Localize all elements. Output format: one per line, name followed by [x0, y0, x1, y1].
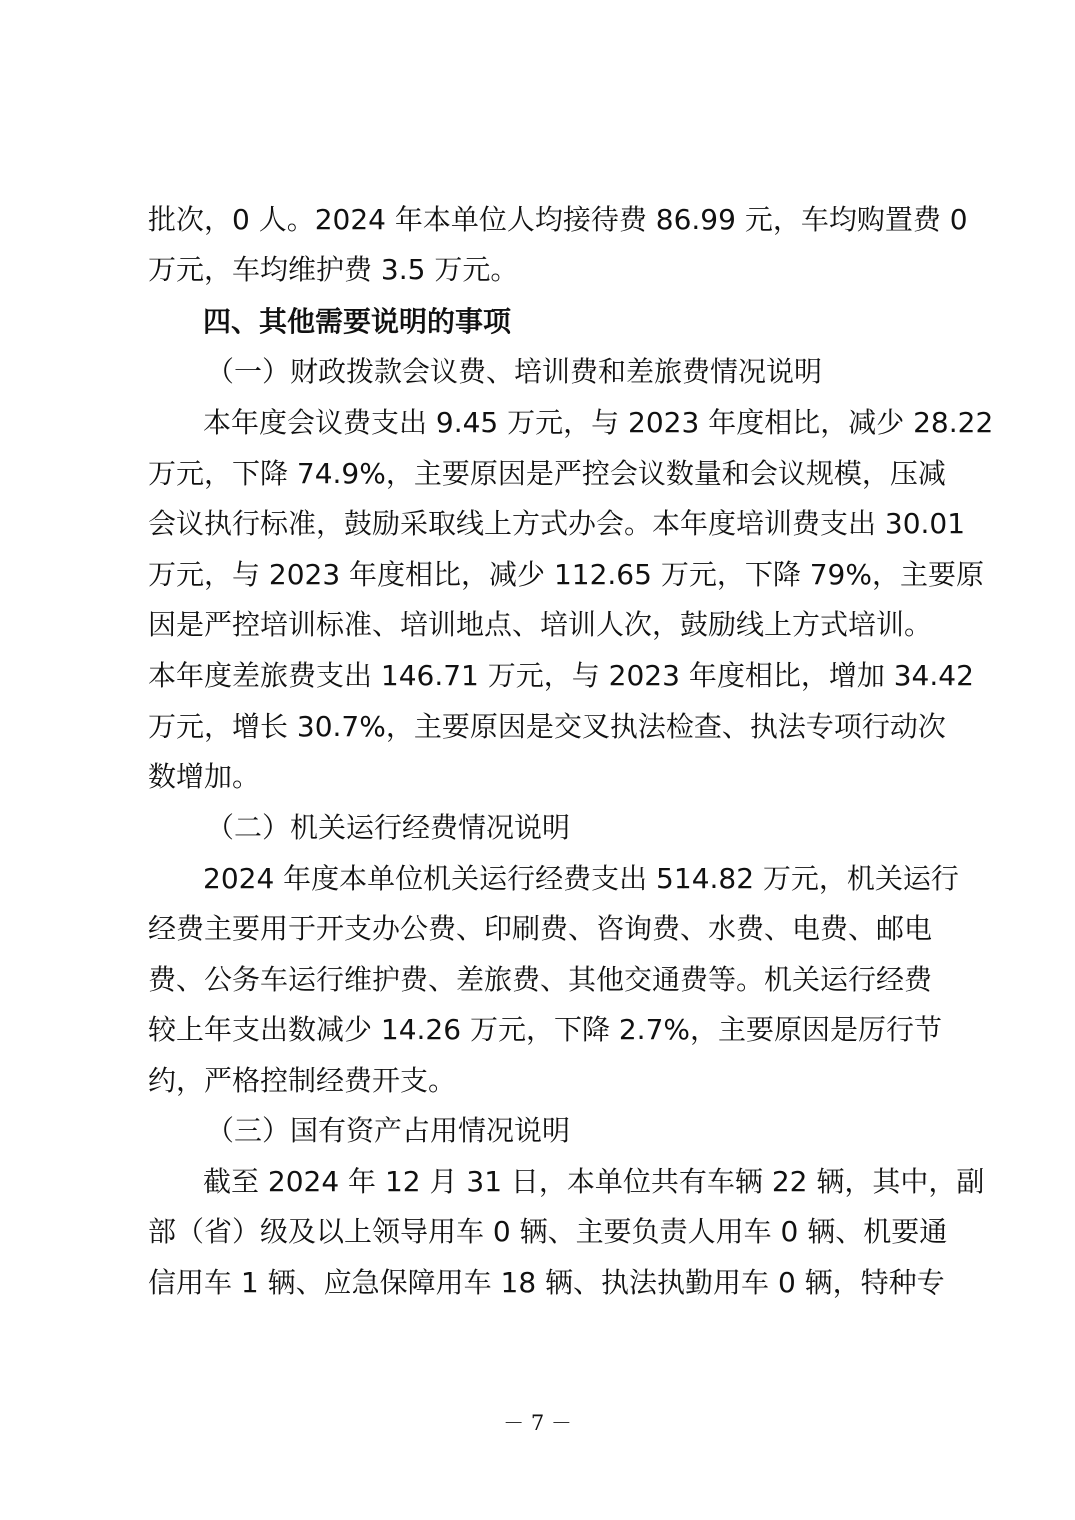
paragraph-line: 部（省）级及以上领导用车 0 辆、主要负责人用车 0 辆、机要通: [148, 1215, 948, 1248]
paragraph-line: 批次，0 人。2024 年本单位人均接待费 86.99 元，车均购置费 0: [148, 203, 968, 236]
paragraph-line: 约，严格控制经费开支。: [148, 1064, 457, 1097]
paragraph-line: 费、公务车运行维护费、差旅费、其他交通费等。机关运行经费: [148, 963, 933, 996]
page-number: － 7 －: [503, 1411, 572, 1435]
paragraph-line: 经费主要用于开支办公费、印刷费、咨询费、水费、电费、邮电: [148, 912, 933, 945]
section-heading: 四、其他需要说明的事项: [203, 305, 512, 338]
paragraph-line: 较上年支出数减少 14.26 万元，下降 2.7%，主要原因是厉行节: [148, 1013, 942, 1046]
subsection-heading: （一）财政拨款会议费、培训费和差旅费情况说明: [206, 355, 823, 388]
subsection-heading: （二）机关运行经费情况说明: [206, 811, 571, 844]
paragraph-line: 万元，下降 74.9%，主要原因是严控会议数量和会议规模，压减: [148, 457, 946, 490]
subsection-heading: （三）国有资产占用情况说明: [206, 1114, 571, 1147]
paragraph-line: 万元，与 2023 年度相比，减少 112.65 万元，下降 79%，主要原: [148, 558, 984, 591]
paragraph-line: 本年度差旅费支出 146.71 万元，与 2023 年度相比，增加 34.42: [148, 659, 974, 692]
paragraph-line: 截至 2024 年 12 月 31 日，本单位共有车辆 22 辆，其中，副: [203, 1165, 985, 1198]
paragraph-line: 本年度会议费支出 9.45 万元，与 2023 年度相比，减少 28.22: [203, 406, 994, 439]
paragraph-line: 数增加。: [148, 760, 261, 793]
paragraph-line: 信用车 1 辆、应急保障用车 18 辆、执法执勤用车 0 辆，特种专: [148, 1266, 945, 1299]
paragraph-line: 2024 年度本单位机关运行经费支出 514.82 万元，机关运行: [203, 862, 959, 895]
paragraph-line: 万元，增长 30.7%，主要原因是交叉执法检查、执法专项行动次: [148, 710, 946, 743]
paragraph-line: 万元，车均维护费 3.5 万元。: [148, 253, 519, 286]
paragraph-line: 会议执行标准，鼓励采取线上方式办会。本年度培训费支出 30.01: [148, 507, 966, 540]
paragraph-line: 因是严控培训标准、培训地点、培训人次，鼓励线上方式培训。: [148, 608, 933, 641]
